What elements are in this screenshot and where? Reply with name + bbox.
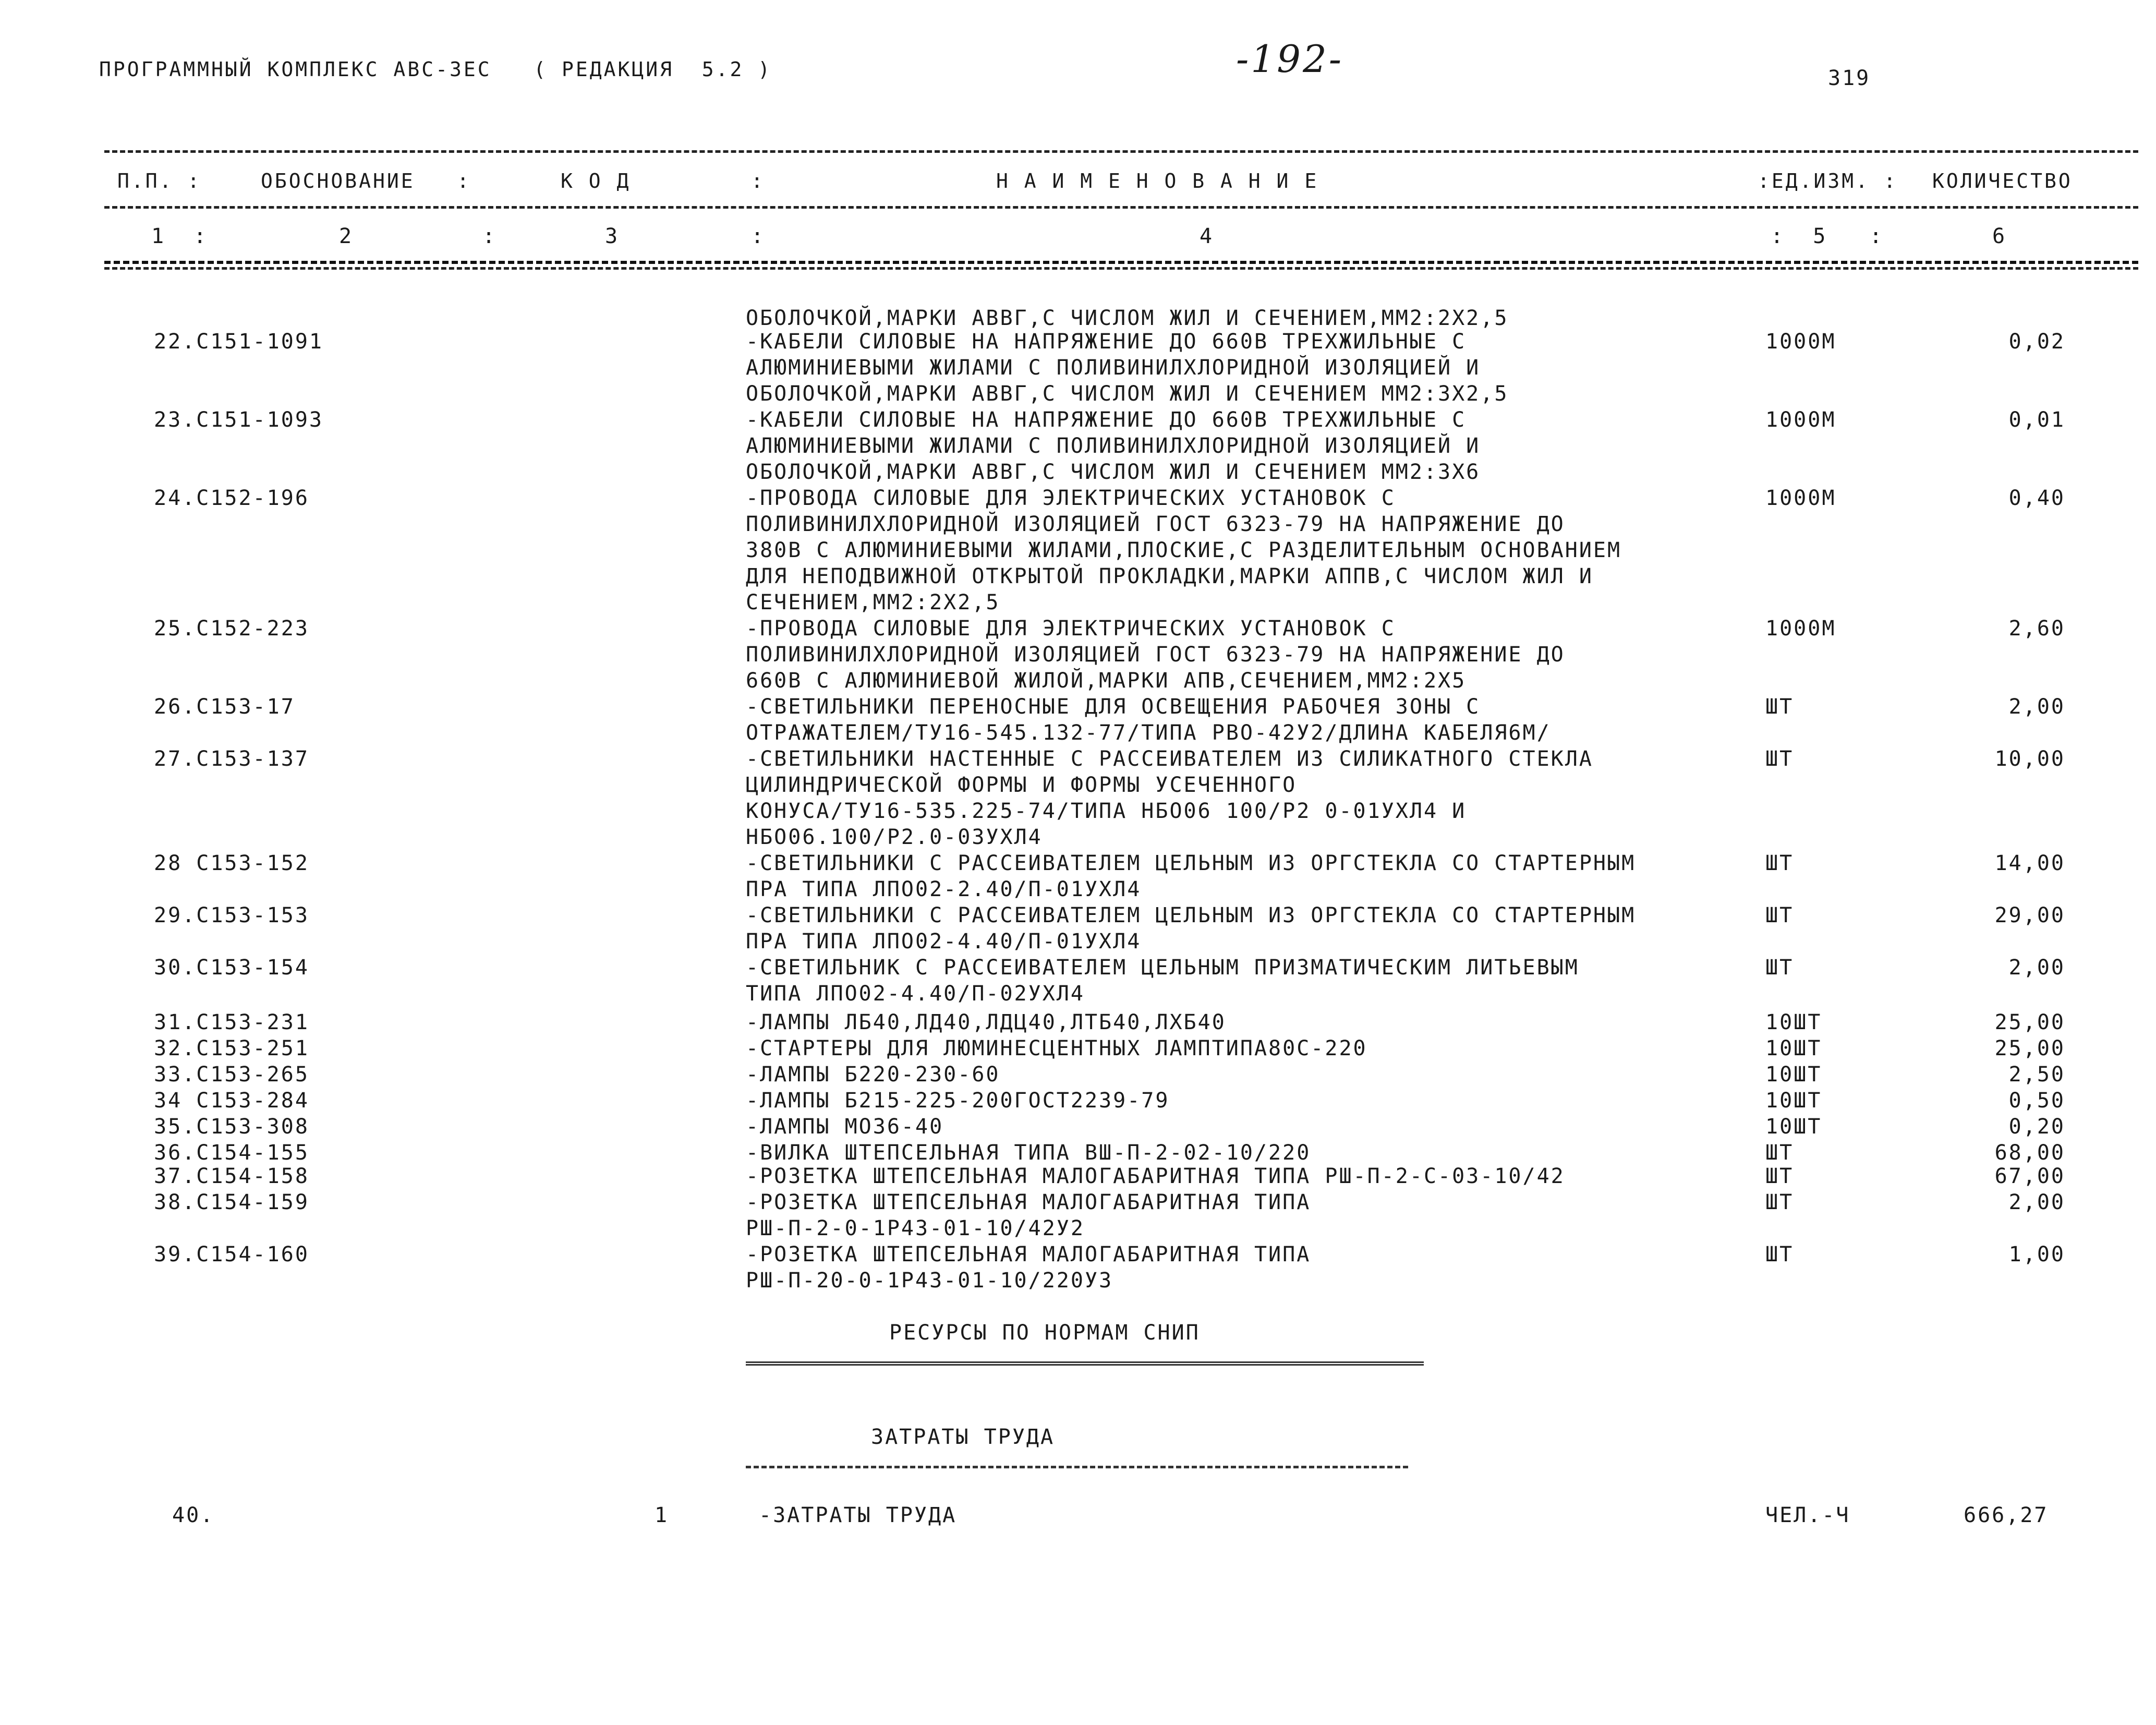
row-name-line: -РОЗЕТКА ШТЕПСЕЛЬНАЯ МАЛОГАБАРИТНАЯ ТИПА [746, 1190, 1311, 1214]
row-unit: ШТ [1765, 1190, 1794, 1214]
row-name-line: -ЛАМПЫ Б220-230-60 [746, 1063, 1000, 1087]
row-unit: 1000М [1765, 330, 1836, 354]
row-name-line: -КАБЕЛИ СИЛОВЫЕ НА НАПРЯЖЕНИЕ ДО 660В ТРЕХЖИЛЬНЫЕ С [746, 408, 1467, 432]
row-number: 38.С154-159 [154, 1190, 309, 1214]
resources-underline [746, 1361, 1424, 1366]
col-num-1: 1 : [151, 224, 208, 248]
col-num-3-sep: : [751, 224, 766, 248]
row-quantity: 2,60 [2008, 617, 2065, 641]
row-quantity: 1,00 [2008, 1243, 2065, 1266]
row-name-line: 660В С АЛЮМИНИЕВОЙ ЖИЛОЙ,МАРКИ АПВ,СЕЧЕНИЕМ,ММ2:2Х5 [746, 669, 1467, 693]
row-name-line: -ПРОВОДА СИЛОВЫЕ ДЛЯ ЭЛЕКТРИЧЕСКИХ УСТАНОВОК С [746, 617, 1396, 641]
row-quantity: 10,00 [1994, 747, 2065, 771]
top-rule [104, 150, 2138, 153]
labor-row-unit: ЧЕЛ.-Ч [1765, 1503, 1850, 1527]
labor-row-qty: 666,27 [1964, 1503, 2049, 1527]
row-quantity: 0,50 [2008, 1089, 2065, 1113]
row-name-line: -ЛАМПЫ МО36-40 [746, 1115, 944, 1139]
col-num-5: : 5 : [1771, 224, 1884, 248]
row-unit: 10ШТ [1765, 1010, 1822, 1034]
row-unit: 10ШТ [1765, 1089, 1822, 1113]
row-number: 25.С152-223 [154, 617, 309, 641]
row-unit: 1000М [1765, 408, 1836, 432]
resources-title: РЕСУРСЫ ПО НОРМАМ СНИП [889, 1321, 1200, 1345]
row-number: 39.С154-160 [154, 1243, 309, 1266]
row-quantity: 0,01 [2008, 408, 2065, 432]
row-name-line: ОТРАЖАТЕЛЕМ/ТУ16-545.132-77/ТИПА РВО-42У2/ДЛИНА КАБЕЛЯ6М/ [746, 721, 1551, 745]
row-quantity: 25,00 [1994, 1010, 2065, 1034]
row-number: 37.С154-158 [154, 1164, 309, 1188]
row-number: 24.С152-196 [154, 486, 309, 510]
row-name-line: ПОЛИВИНИЛХЛОРИДНОЙ ИЗОЛЯЦИЕЙ ГОСТ 6323-79 НА НАПРЯЖЕНИЕ ДО [746, 512, 1565, 536]
row-name-line: -ВИЛКА ШТЕПСЕЛЬНАЯ ТИПА ВШ-П-2-02-10/220 [746, 1141, 1311, 1165]
col-num-3: 3 [605, 224, 620, 248]
col-head-name: Н А И М Е Н О В А Н И Е [996, 170, 1319, 192]
row-name-line: -СВЕТИЛЬНИКИ С РАССЕИВАТЕЛЕМ ЦЕЛЬНЫМ ИЗ ОРГСТЕКЛА СО СТАРТЕРНЫМ [746, 903, 1636, 927]
col-head-basis: ОБОСНОВАНИЕ : [261, 170, 471, 192]
double-rule [104, 261, 2138, 264]
row-number: 22.С151-1091 [154, 330, 323, 354]
row-number: 23.С151-1093 [154, 408, 323, 432]
row-name-line: ПРА ТИПА ЛПО02-4.40/П-01УХЛ4 [746, 930, 1142, 954]
row-quantity: 68,00 [1994, 1141, 2065, 1165]
double-rule-lower [104, 267, 2138, 270]
col-num-2-sep: : [482, 224, 497, 248]
row-name-line: -СВЕТИЛЬНИК С РАССЕИВАТЕЛЕМ ЦЕЛЬНЫМ ПРИЗМАТИЧЕСКИМ ЛИТЬЕВЫМ [746, 956, 1579, 980]
row-name-line: -СВЕТИЛЬНИКИ ПЕРЕНОСНЫЕ ДЛЯ ОСВЕЩЕНИЯ РАБОЧЕЯ ЗОНЫ С [746, 695, 1481, 719]
program-title: ПРОГРАММНЫЙ КОМПЛЕКС АВС-3ЕС ( РЕДАКЦИЯ 5.2 ) [99, 58, 772, 81]
row-unit: 10ШТ [1765, 1063, 1822, 1087]
row-name-line: ПОЛИВИНИЛХЛОРИДНОЙ ИЗОЛЯЦИЕЙ ГОСТ 6323-79 НА НАПРЯЖЕНИЕ ДО [746, 643, 1565, 667]
col-num-2: 2 [339, 224, 354, 248]
row-name-line: ОБОЛОЧКОЙ,МАРКИ АВВГ,С ЧИСЛОМ ЖИЛ И СЕЧЕНИЕМ ММ2:3Х6 [746, 460, 1481, 484]
row-quantity: 0,20 [2008, 1115, 2065, 1139]
row-name-line: ТИПА ЛПО02-4.40/П-02УХЛ4 [746, 982, 1085, 1006]
row-name-line: -ЛАМПЫ ЛБ40,ЛД40,ЛДЦ40,ЛТБ40,ЛХБ40 [746, 1010, 1226, 1034]
row-unit: 10ШТ [1765, 1036, 1822, 1060]
row-quantity: 2,00 [2008, 1190, 2065, 1214]
row-name-line: АЛЮМИНИЕВЫМИ ЖИЛАМИ С ПОЛИВИНИЛХЛОРИДНОЙ ИЗОЛЯЦИЕЙ И [746, 434, 1481, 458]
row-name-line: НБО06.100/Р2.0-03УХЛ4 [746, 825, 1043, 849]
row-quantity: 29,00 [1994, 903, 2065, 927]
row-name-line: СЕЧЕНИЕМ,ММ2:2Х2,5 [746, 590, 1000, 614]
row-name-line: АЛЮМИНИЕВЫМИ ЖИЛАМИ С ПОЛИВИНИЛХЛОРИДНОЙ ИЗОЛЯЦИЕЙ И [746, 356, 1481, 380]
row-unit: ШТ [1765, 1164, 1794, 1188]
row-quantity: 0,40 [2008, 486, 2065, 510]
row-number: 29.С153-153 [154, 903, 309, 927]
row-name-line: -КАБЕЛИ СИЛОВЫЕ НА НАПРЯЖЕНИЕ ДО 660В ТРЕХЖИЛЬНЫЕ С [746, 330, 1467, 354]
row-name-line: КОНУСА/ТУ16-535.225-74/ТИПА НБО06 100/Р2 0-01УХЛ4 И [746, 799, 1467, 823]
col-head-code: К О Д [561, 170, 631, 192]
row-number: 27.С153-137 [154, 747, 309, 771]
row-name-line: РШ-П-2-0-1Р43-01-10/42У2 [746, 1216, 1085, 1240]
row-unit: ШТ [1765, 1243, 1794, 1266]
row-name-line: ОБОЛОЧКОЙ,МАРКИ АВВГ,С ЧИСЛОМ ЖИЛ И СЕЧЕНИЕМ,ММ2:2Х2,5 [746, 306, 1509, 330]
row-name-line: -РОЗЕТКА ШТЕПСЕЛЬНАЯ МАЛОГАБАРИТНАЯ ТИПА РШ-П-2-С-03-10/42 [746, 1164, 1565, 1188]
row-number: 36.С154-155 [154, 1141, 309, 1165]
row-quantity: 2,50 [2008, 1063, 2065, 1087]
row-quantity: 67,00 [1994, 1164, 2065, 1188]
row-number: 30.С153-154 [154, 956, 309, 980]
row-number: 26.С153-17 [154, 695, 295, 719]
row-name-line: -ЛАМПЫ Б215-225-200ГОСТ2239-79 [746, 1089, 1170, 1113]
col-head-qty: КОЛИЧЕСТВО [1932, 170, 2073, 192]
row-name-line: ДЛЯ НЕПОДВИЖНОЙ ОТКРЫТОЙ ПРОКЛАДКИ,МАРКИ АППВ,С ЧИСЛОМ ЖИЛ И [746, 564, 1593, 588]
labor-title: ЗАТРАТЫ ТРУДА [871, 1425, 1055, 1449]
row-unit: ШТ [1765, 1141, 1794, 1165]
row-unit: 1000М [1765, 617, 1836, 641]
row-unit: 10ШТ [1765, 1115, 1822, 1139]
col-head-unit: :ЕД.ИЗМ. : [1758, 170, 1898, 192]
labor-row-code: 1 [655, 1503, 669, 1527]
labor-underline [746, 1466, 1408, 1468]
col-num-4: 4 [1200, 224, 1214, 248]
row-unit: ШТ [1765, 903, 1794, 927]
row-number: 31.С153-231 [154, 1010, 309, 1034]
row-number: 33.С153-265 [154, 1063, 309, 1087]
row-number: 32.С153-251 [154, 1036, 309, 1060]
row-unit: ШТ [1765, 851, 1794, 875]
row-name-line: ОБОЛОЧКОЙ,МАРКИ АВВГ,С ЧИСЛОМ ЖИЛ И СЕЧЕНИЕМ ММ2:3Х2,5 [746, 382, 1509, 406]
handwritten-page-number: -192- [1236, 37, 1344, 81]
row-quantity: 2,00 [2008, 695, 2065, 719]
row-name-line: -СТАРТЕРЫ ДЛЯ ЛЮМИНЕСЦЕНТНЫХ ЛАМПТИПА80С-220 [746, 1036, 1367, 1060]
row-name-line: ЦИЛИНДРИЧЕСКОЙ ФОРМЫ И ФОРМЫ УСЕЧЕННОГО [746, 773, 1297, 797]
row-unit: ШТ [1765, 695, 1794, 719]
row-name-line: 380В С АЛЮМИНИЕВЫМИ ЖИЛАМИ,ПЛОСКИЕ,С РАЗДЕЛИТЕЛЬНЫМ ОСНОВАНИЕМ [746, 538, 1622, 562]
page-number: 319 [1828, 66, 1871, 90]
row-number: 35.С153-308 [154, 1115, 309, 1139]
row-quantity: 14,00 [1994, 851, 2065, 875]
row-name-line: -РОЗЕТКА ШТЕПСЕЛЬНАЯ МАЛОГАБАРИТНАЯ ТИПА [746, 1243, 1311, 1266]
labor-row-name: -ЗАТРАТЫ ТРУДА [759, 1503, 957, 1527]
row-quantity: 0,02 [2008, 330, 2065, 354]
col-head-colon: : [751, 170, 765, 192]
row-name-line: -СВЕТИЛЬНИКИ НАСТЕННЫЕ С РАССЕИВАТЕЛЕМ ИЗ СИЛИКАТНОГО СТЕКЛА [746, 747, 1593, 771]
row-name-line: -СВЕТИЛЬНИКИ С РАССЕИВАТЕЛЕМ ЦЕЛЬНЫМ ИЗ ОРГСТЕКЛА СО СТАРТЕРНЫМ [746, 851, 1636, 875]
row-unit: ШТ [1765, 956, 1794, 980]
labor-row-number: 40. [172, 1503, 215, 1527]
col-head-pp: П.П. : [117, 170, 202, 192]
header-rule [104, 206, 2138, 209]
col-num-6: 6 [1992, 224, 2007, 248]
row-name-line: -ПРОВОДА СИЛОВЫЕ ДЛЯ ЭЛЕКТРИЧЕСКИХ УСТАНОВОК С [746, 486, 1396, 510]
row-quantity: 2,00 [2008, 956, 2065, 980]
row-name-line: РШ-П-20-0-1Р43-01-10/220У3 [746, 1269, 1113, 1293]
row-number: 28 С153-152 [154, 851, 309, 875]
row-quantity: 25,00 [1994, 1036, 2065, 1060]
row-unit: ШТ [1765, 747, 1794, 771]
row-name-line: ПРА ТИПА ЛПО02-2.40/П-01УХЛ4 [746, 877, 1142, 901]
row-number: 34 С153-284 [154, 1089, 309, 1113]
row-unit: 1000М [1765, 486, 1836, 510]
